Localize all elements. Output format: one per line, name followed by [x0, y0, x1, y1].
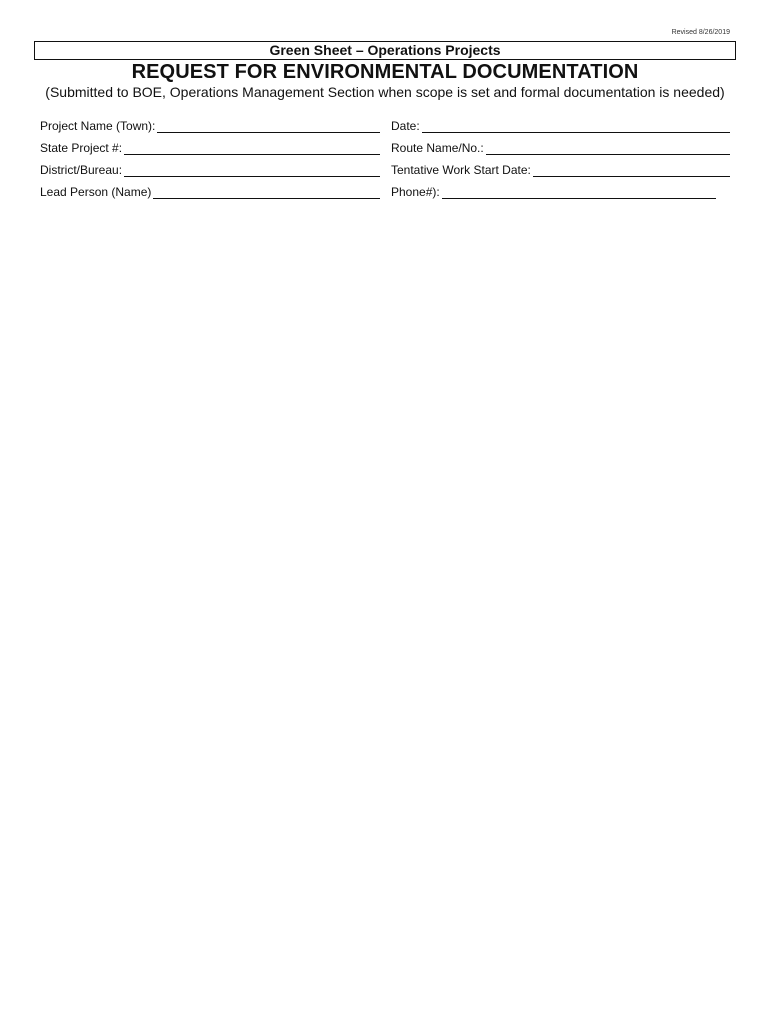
- date-field[interactable]: [391, 117, 730, 133]
- project-name-label: Project Name (Town):: [40, 119, 156, 133]
- route-name-input[interactable]: [486, 142, 730, 155]
- state-project-field[interactable]: [40, 139, 380, 155]
- date-label: Date:: [391, 119, 420, 133]
- state-project-input[interactable]: [124, 142, 380, 155]
- district-bureau-label: District/Bureau:: [40, 163, 123, 177]
- project-name-field[interactable]: [40, 117, 380, 133]
- phone-field[interactable]: [391, 183, 716, 199]
- date-input[interactable]: [422, 120, 730, 133]
- tentative-start-label: Tentative Work Start Date:: [391, 163, 531, 177]
- route-name-label: Route Name/No.:: [391, 141, 484, 155]
- tentative-start-field[interactable]: [391, 161, 730, 177]
- phone-input[interactable]: [442, 186, 716, 199]
- state-project-label: State Project #:: [40, 141, 123, 155]
- page-subtitle: (Submitted to BOE, Operations Management Section when scope is set and formal documentation is needed): [45, 84, 725, 100]
- lead-person-label: Lead Person (Name): [40, 185, 152, 199]
- route-name-field[interactable]: [391, 139, 730, 155]
- lead-person-input[interactable]: [153, 186, 380, 199]
- phone-label: Phone#):: [391, 185, 440, 199]
- lead-person-field[interactable]: [40, 183, 380, 199]
- revision-date: Revised 8/26/2019: [671, 29, 730, 36]
- district-bureau-field[interactable]: [40, 161, 380, 177]
- tentative-start-input[interactable]: [533, 164, 730, 177]
- form-banner: Green Sheet – Operations Projects: [34, 41, 736, 60]
- page-title: REQUEST FOR ENVIRONMENTAL DOCUMENTATION: [131, 61, 639, 83]
- district-bureau-input[interactable]: [124, 164, 380, 177]
- project-name-input[interactable]: [157, 120, 380, 133]
